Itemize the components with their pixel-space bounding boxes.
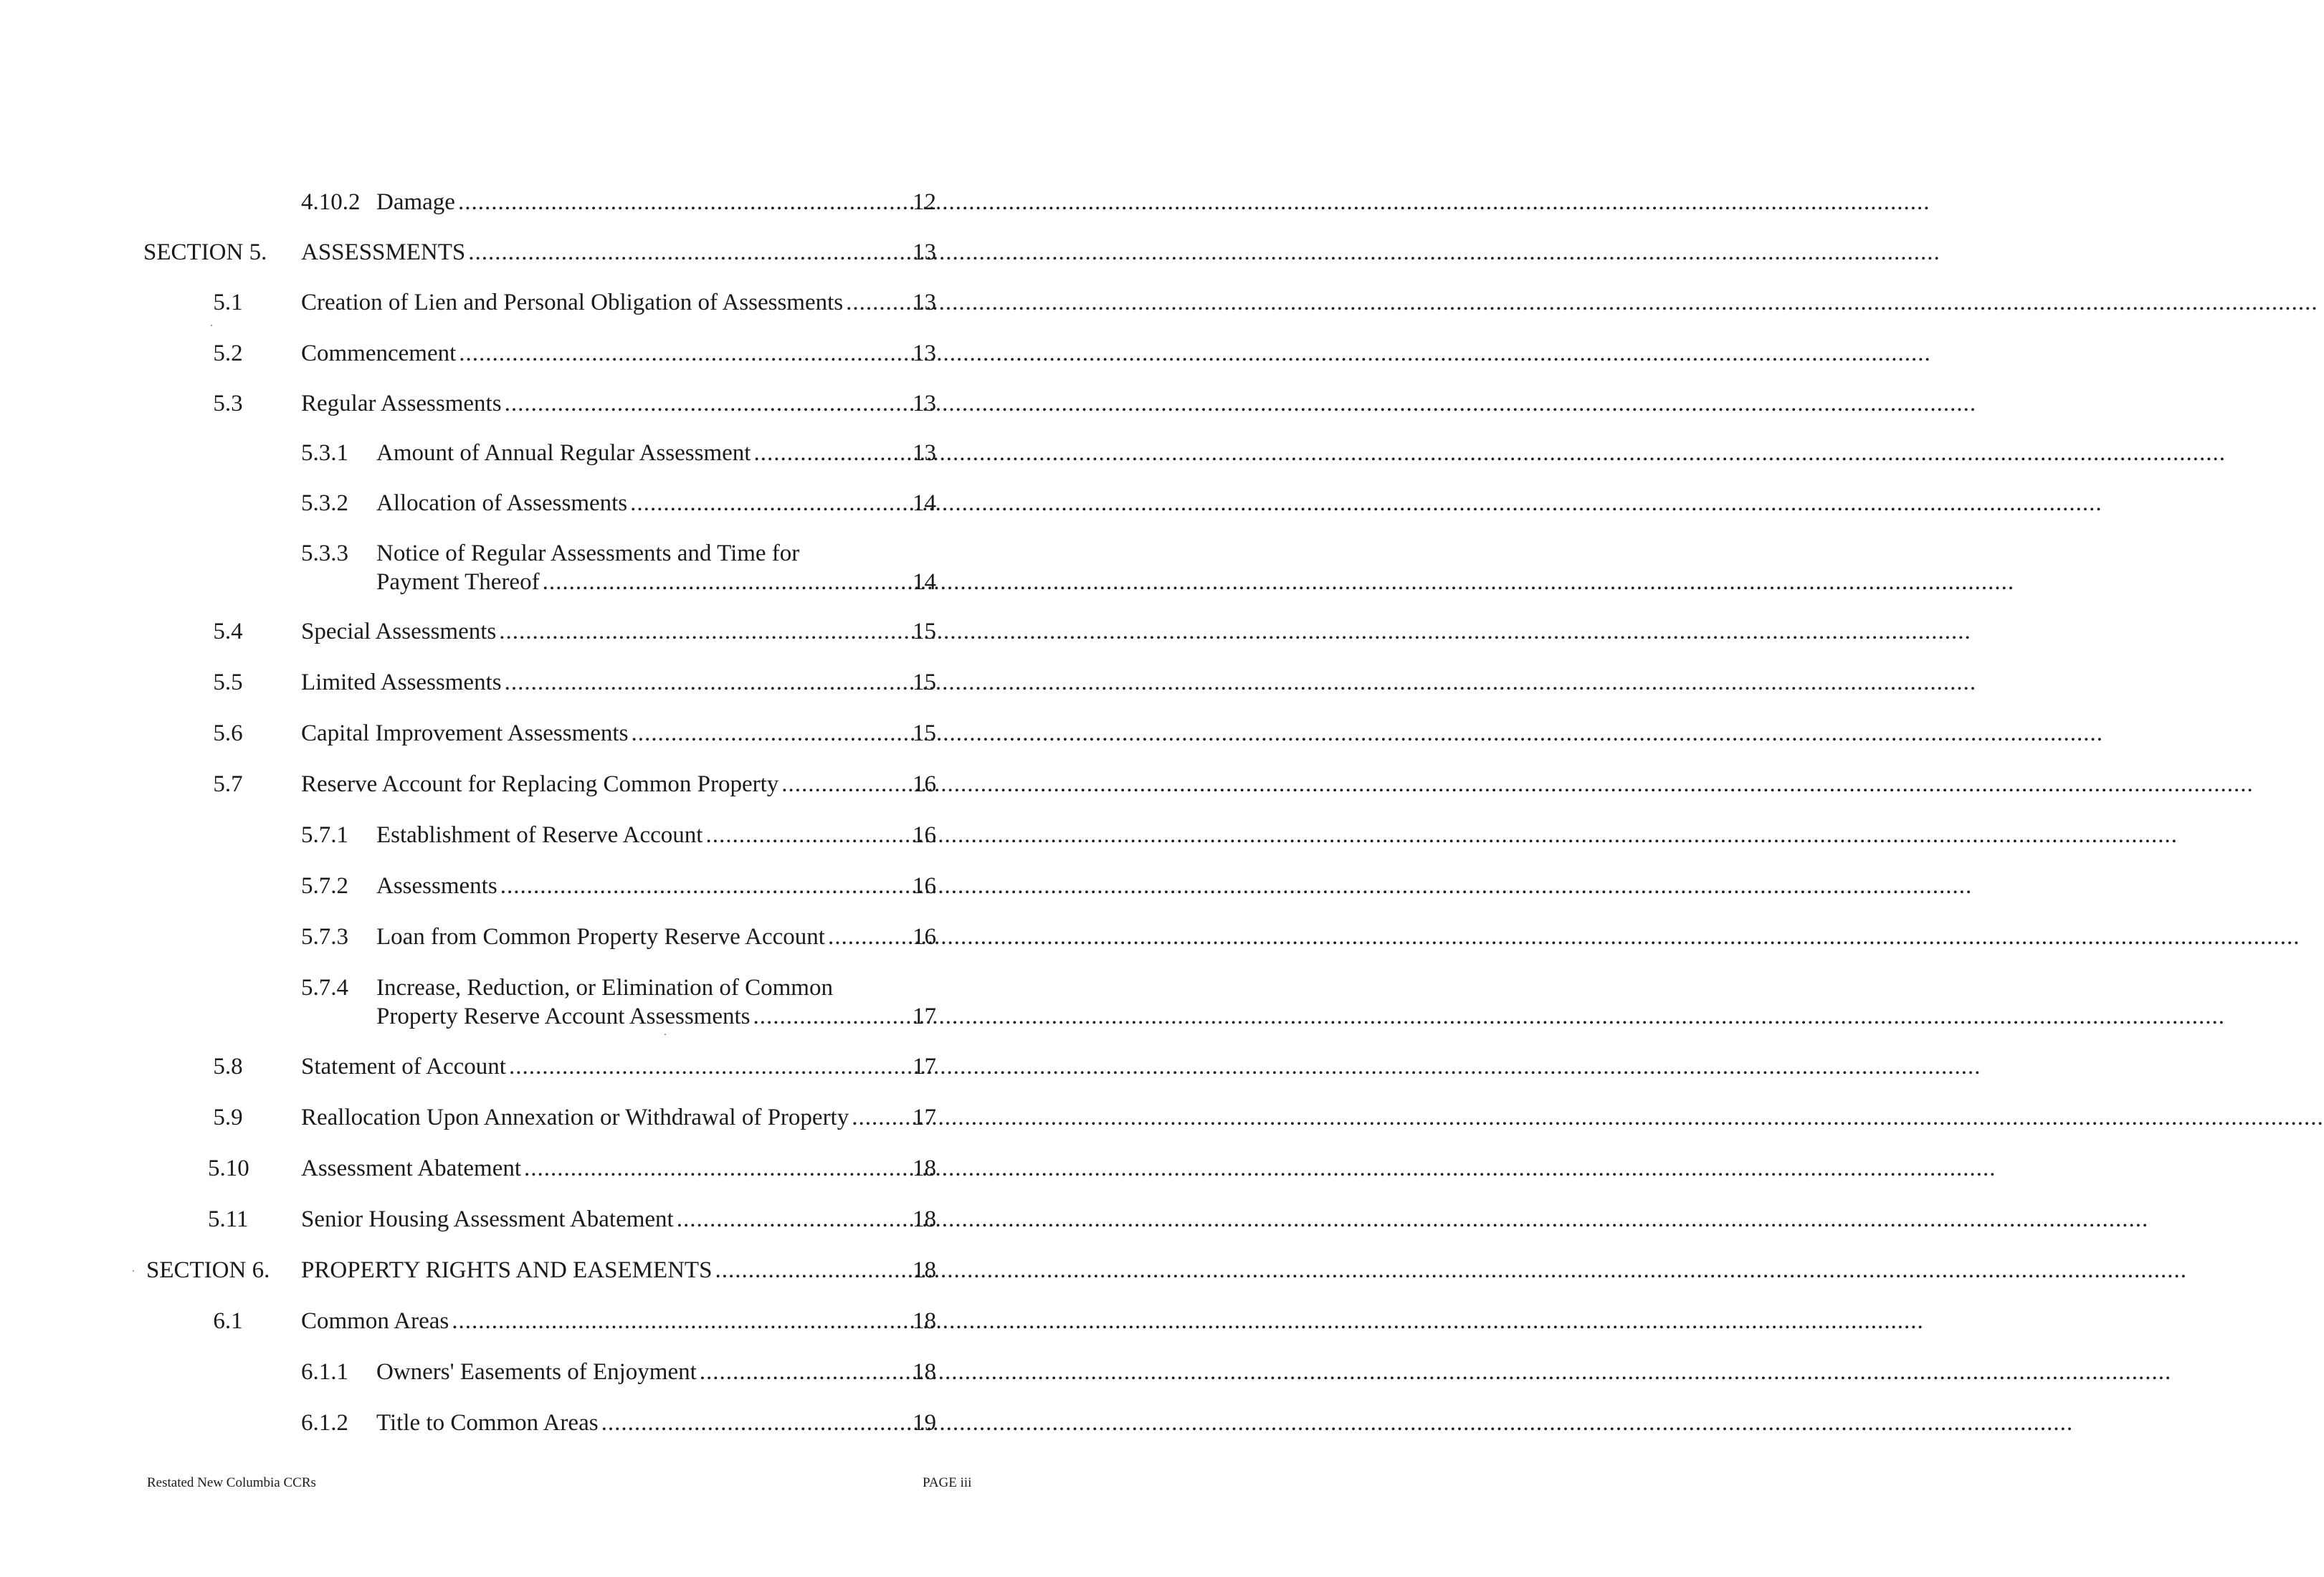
entry-page: 18: [913, 1156, 936, 1181]
entry-title: Limited Assessments: [301, 670, 502, 695]
entry-number: 5.3.3: [301, 540, 348, 566]
entry-number: 6.1.2: [301, 1410, 348, 1436]
entry-number: 6.1: [213, 1308, 243, 1334]
dot-leader: [505, 389, 910, 418]
entry-number: 5.3.1: [301, 440, 348, 466]
entry-title: Creation of Lien and Personal Obligation of Assessments: [301, 290, 844, 315]
entry-page: 13: [913, 340, 936, 366]
entry-page: 12: [913, 189, 936, 215]
scan-speck: [133, 1270, 134, 1272]
entry-title: Allocation of Assessments: [376, 490, 628, 516]
dot-leader: [631, 719, 910, 748]
dot-leader: [468, 238, 910, 267]
entry-page: 15: [913, 670, 936, 695]
dot-leader: [753, 1002, 910, 1031]
dot-leader: [753, 439, 910, 467]
entry-title: Commencement: [301, 340, 457, 366]
entry-number: 5.6: [213, 720, 243, 746]
dot-leader: [505, 668, 910, 697]
entry-page: 18: [913, 1206, 936, 1232]
entry-page: 14: [913, 490, 936, 516]
entry-title: Senior Housing Assessment Abatement: [301, 1206, 674, 1232]
entry-page: 19: [913, 1410, 936, 1436]
entry-number: 5.9: [213, 1105, 243, 1130]
entry-title: Loan from Common Property Reserve Account: [376, 924, 825, 950]
entry-title: PROPERTY RIGHTS AND EASEMENTS: [301, 1257, 713, 1283]
dot-leader: [677, 1205, 910, 1234]
entry-page: 17: [913, 1105, 936, 1130]
entry-title: Common Areas: [301, 1308, 449, 1334]
entry-number: 5.2: [213, 340, 243, 366]
dot-leader: [705, 821, 910, 849]
dot-leader: [499, 617, 910, 646]
entry-number: 5.7: [213, 771, 243, 797]
footer-page-number: PAGE iii: [923, 1475, 972, 1490]
entry-title: Assessments: [376, 873, 497, 899]
dot-leader: [828, 923, 910, 951]
dot-leader: [852, 1103, 910, 1132]
entry-number: 5.3: [213, 391, 243, 416]
entry-title-line-1: Increase, Reduction, or Elimination of Common: [376, 975, 833, 1001]
entry-page: 18: [913, 1308, 936, 1334]
entry-page: 16: [913, 822, 936, 848]
entry-number: 4.10.2: [301, 189, 361, 215]
dot-leader: [715, 1256, 910, 1285]
entry-title: Title to Common Areas: [376, 1410, 599, 1436]
entry-title-line-2: Property Reserve Account Assessments: [376, 1004, 751, 1029]
entry-number: 5.11: [208, 1206, 249, 1232]
entry-title: Special Assessments: [301, 619, 497, 644]
entry-page: 13: [913, 290, 936, 315]
dot-leader: [458, 188, 910, 216]
entry-page: 17: [913, 1054, 936, 1080]
entry-page: 16: [913, 771, 936, 797]
entry-number: 5.4: [213, 619, 243, 644]
entry-title-line-1: Notice of Regular Assessments and Time for: [376, 540, 800, 566]
entry-page: 13: [913, 391, 936, 416]
footer-document-name: Restated New Columbia CCRs: [147, 1475, 316, 1490]
dot-leader: [452, 1307, 910, 1335]
entry-number: 5.7.3: [301, 924, 348, 950]
dot-leader: [524, 1154, 910, 1183]
dot-leader: [781, 770, 910, 799]
entry-title: Reallocation Upon Annexation or Withdrawal of Property: [301, 1105, 849, 1130]
entry-number: 5.3.2: [301, 490, 348, 516]
entry-number: 5.8: [213, 1054, 243, 1080]
entry-number: 5.7.1: [301, 822, 348, 848]
entry-page: 14: [913, 569, 936, 595]
entry-page: 18: [913, 1359, 936, 1385]
entry-title: ASSESSMENTS: [301, 239, 466, 265]
entry-title: Assessment Abatement: [301, 1156, 522, 1181]
entry-number: 6.1.1: [301, 1359, 348, 1385]
entry-title: Statement of Account: [301, 1054, 506, 1080]
entry-title: Establishment of Reserve Account: [376, 822, 703, 848]
entry-title: Amount of Annual Regular Assessment: [376, 440, 751, 466]
entry-title: Reserve Account for Replacing Common Property: [301, 771, 779, 797]
dot-leader: [630, 489, 910, 518]
section-label: SECTION 5.: [143, 239, 267, 265]
entry-page: 13: [913, 239, 936, 265]
scan-speck: [665, 1034, 666, 1035]
entry-number: 5.5: [213, 670, 243, 695]
dot-leader: [459, 339, 910, 368]
entry-page: 18: [913, 1257, 936, 1283]
section-label: SECTION 6.: [146, 1257, 270, 1283]
dot-leader: [846, 288, 910, 317]
entry-title: Owners' Easements of Enjoyment: [376, 1359, 697, 1385]
entry-page: 15: [913, 720, 936, 746]
dot-leader: [601, 1409, 910, 1437]
entry-title: Regular Assessments: [301, 391, 502, 416]
dot-leader: [543, 568, 910, 596]
entry-title-line-2: Payment Thereof: [376, 569, 540, 595]
entry-page: 15: [913, 619, 936, 644]
entry-title: Damage: [376, 189, 455, 215]
entry-number: 5.1: [213, 290, 243, 315]
entry-title: Capital Improvement Assessments: [301, 720, 629, 746]
entry-page: 13: [913, 440, 936, 466]
entry-number: 5.10: [208, 1156, 249, 1181]
dot-leader: [509, 1052, 910, 1081]
dot-leader: [700, 1358, 910, 1386]
entry-page: 17: [913, 1004, 936, 1029]
entry-number: 5.7.4: [301, 975, 348, 1001]
entry-page: 16: [913, 873, 936, 899]
entry-page: 16: [913, 924, 936, 950]
entry-number: 5.7.2: [301, 873, 348, 899]
dot-leader: [500, 872, 910, 900]
scan-speck: [211, 325, 212, 326]
